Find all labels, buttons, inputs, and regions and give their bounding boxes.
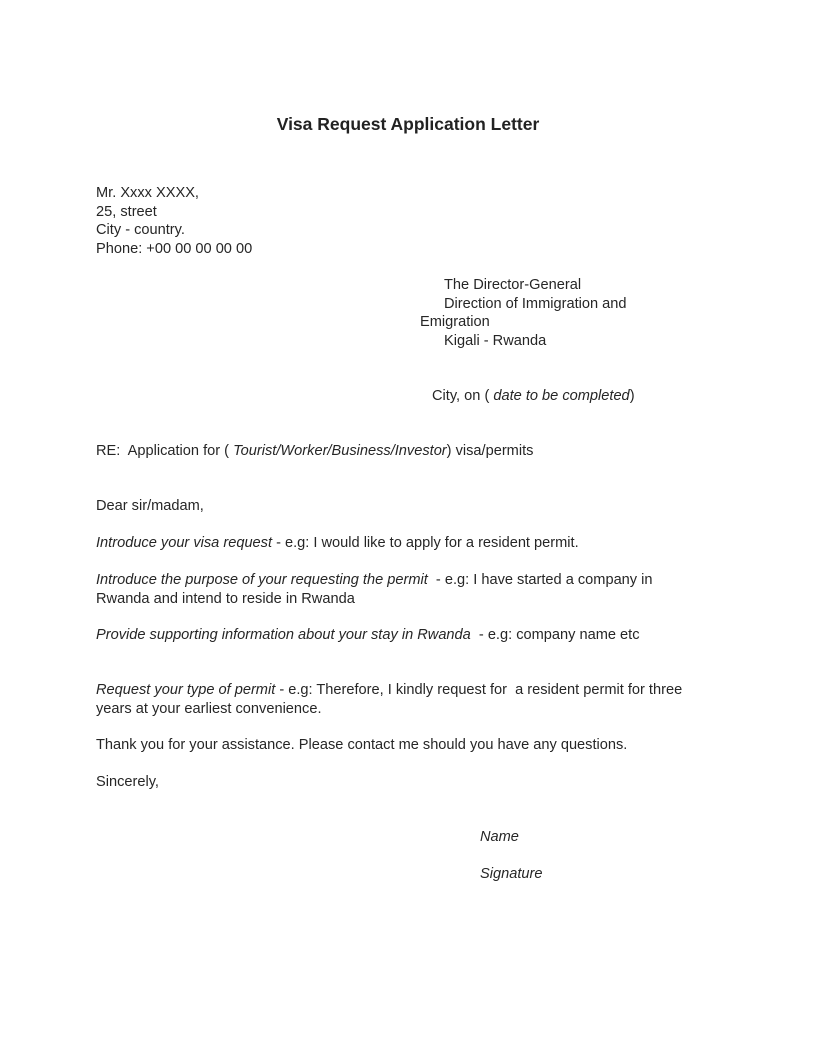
sender-phone: Phone: +00 00 00 00 00: [96, 241, 253, 257]
paragraph-hint: Introduce your visa request: [96, 535, 273, 551]
sender-city: City - country.: [96, 222, 185, 238]
paragraph-hint: Request your type of permit: [96, 682, 276, 698]
paragraph-text: - e.g: company name etc: [470, 627, 640, 643]
paragraph-hint: Provide supporting information about your stay in Rwanda: [96, 627, 471, 643]
paragraph: [96, 626, 700, 645]
re-placeholder: Tourist/Worker/Business/Investor: [233, 443, 447, 459]
paragraph: [96, 681, 700, 718]
signature-name: Name: [480, 829, 519, 845]
thanks-line: Thank you for your assistance. Please contact me should you have any questions.: [96, 737, 628, 753]
recipient-line: Direction of Immigration and: [444, 296, 627, 312]
re-prefix: RE: Application for (: [96, 443, 234, 459]
paragraph-text: - e.g: Therefore, I kindly request for a resident permit for three years at your earliest convenience.: [96, 682, 687, 717]
greeting: Dear sir/madam,: [96, 498, 204, 514]
date-line: [432, 387, 635, 406]
paragraph: [96, 571, 700, 608]
date-suffix: ): [629, 388, 635, 404]
recipient-line: Emigration: [420, 314, 490, 330]
recipient-line: Kigali - Rwanda: [444, 333, 547, 349]
letter-title: Visa Request Application Letter: [276, 114, 540, 134]
paragraph-hint: Introduce the purpose of your requesting the permit: [96, 572, 428, 588]
date-prefix: City, on (: [432, 388, 494, 404]
paragraph-text: - e.g: I have started a company in Rwanda and intend to reside in Rwanda: [96, 572, 657, 607]
sender-street: 25, street: [96, 204, 157, 220]
subject-line: [96, 442, 533, 461]
paragraph: [96, 534, 700, 553]
paragraph-text: - e.g: I would like to apply for a resident permit.: [272, 535, 579, 551]
closing: Sincerely,: [96, 774, 159, 790]
sender-name: Mr. Xxxx XXXX,: [96, 185, 199, 201]
re-suffix: ) visa/permits: [446, 443, 534, 459]
signature-line: Signature: [480, 866, 543, 882]
recipient-line: The Director-General: [444, 277, 582, 293]
date-placeholder: date to be completed: [493, 388, 630, 404]
